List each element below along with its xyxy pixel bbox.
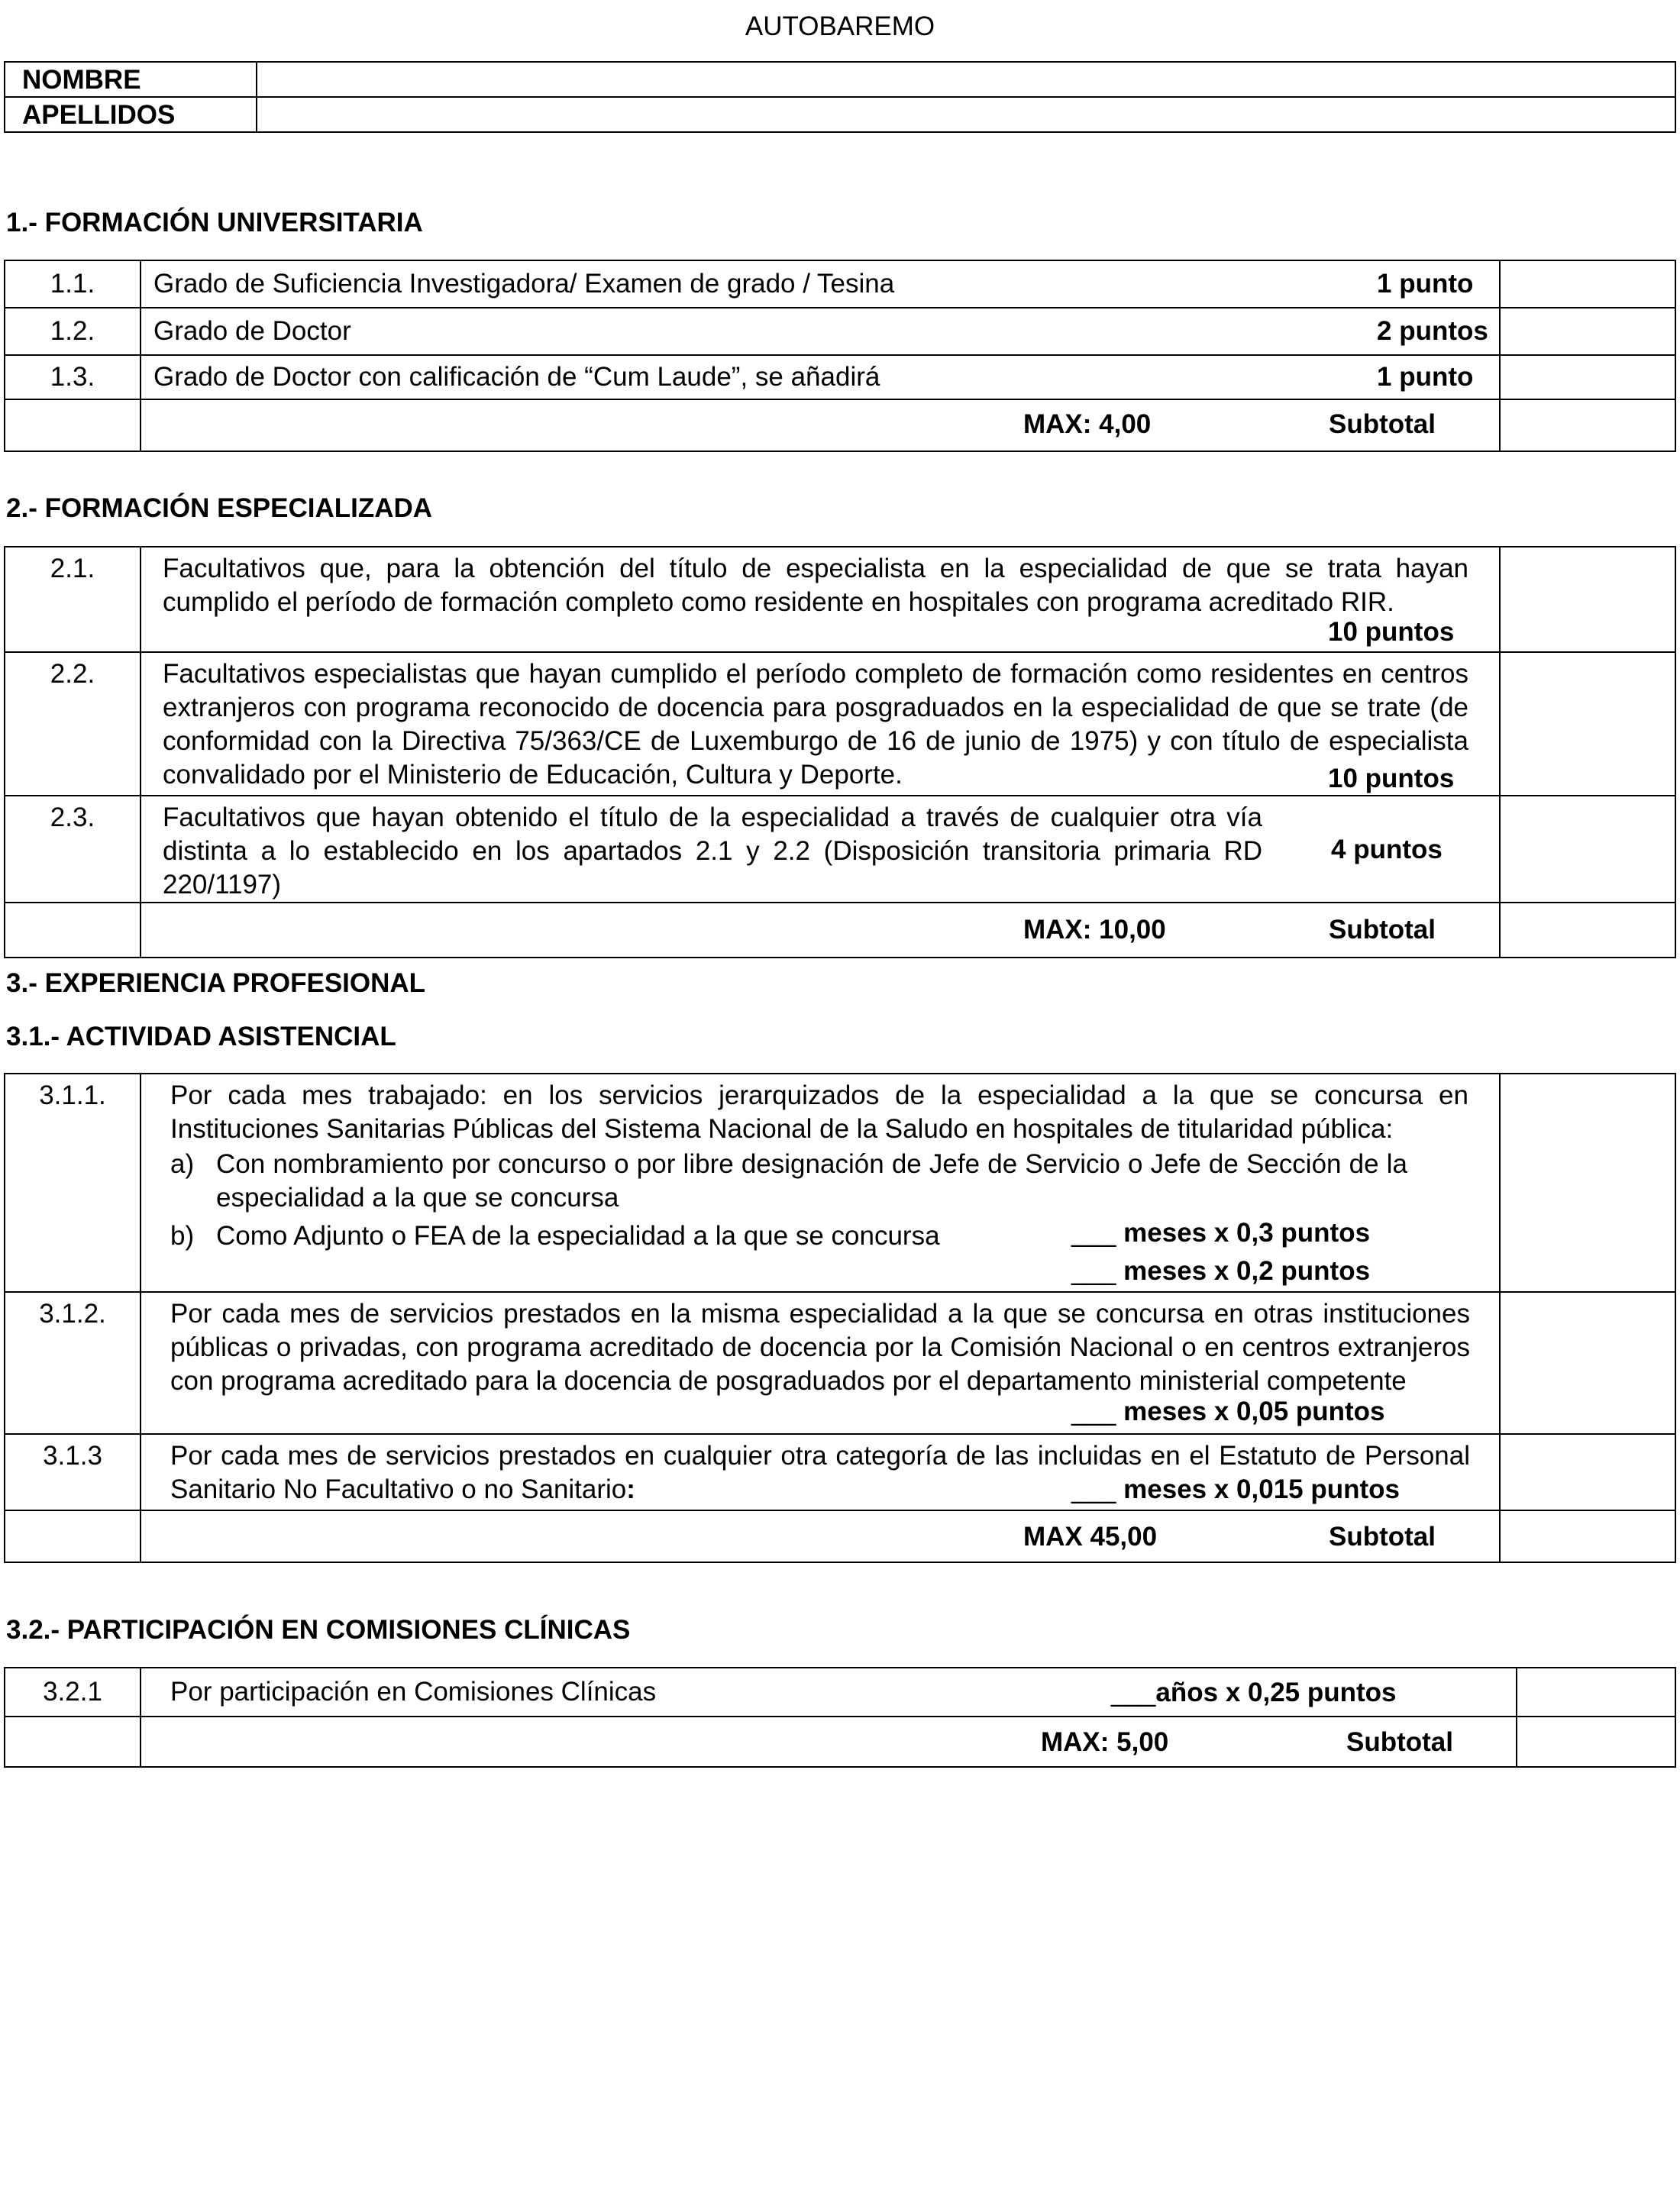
score-cell[interactable] [1500,355,1675,399]
row-text: Por cada mes de servicios prestados en la misma especialidad a la que se concursa en otras instituciones públicas o privadas, con programa acreditado de docencia por la Comisión Nacional o en centros extranjeros con programa acreditado para la docencia de posgraduados por el departamento ministerial competente ___ meses x 0,05 puntos [141,1292,1500,1434]
score-cell[interactable] [1500,796,1675,903]
section-2-table [4,546,1676,958]
page-title: AUTOBAREMO [745,11,935,41]
row-text: Por cada mes de servicios prestados en cualquier otra categoría de las incluidas en el Estatuto de Personal Sanitario No Facultativo o no Sanitario: ___ meses x 0,015 puntos [141,1434,1500,1510]
nombre-label: NOMBRE [5,62,257,97]
score-cell[interactable] [1517,1668,1675,1717]
table-row [5,1074,1675,1292]
max-label: MAX: 5,00 [1041,1727,1169,1757]
subtotal-row [5,399,1675,451]
row-number: 1.1. [5,260,141,308]
subtotal-cell[interactable] [1500,903,1675,958]
row-text: Facultativos especialistas que hayan cumplido el período completo de formación como residentes en centros extranjeros con programa reconocido de docencia para posgraduados en la especialidad de que se trate (de conformidad con la Directiva 75/363/CE de Luxemburgo de 16 de junio de 1975) y con título de especialista convalidado por el Ministerio de Educación, Cultura y Deporte. 10 puntos [141,652,1500,796]
apellidos-field[interactable] [257,97,1675,132]
row-text: Por participación en Comisiones Clínicas ___años x 0,25 puntos [141,1668,1517,1717]
table-row [5,260,1675,308]
row-number: 2.3. [5,796,141,903]
score-cell[interactable] [1500,1434,1675,1510]
subtotal-cell[interactable] [1517,1717,1675,1767]
row-text: Por cada mes trabajado: en los servicios jerarquizados de la especialidad a la que se concursa en Instituciones Sanitarias Públicas del Sistema Nacional de la Saludo en hospitales de titularidad pública: a) Con nombramiento por concurso o por libre designación de Jefe de Servicio o Jefe de Sección de la especialidad a la que se concursa ___ meses x 0,3 puntos b) Como Adjunto o FEA de la especialidad a la que se concursa ___ meses x 0,2 puntos [141,1074,1500,1292]
row-text: Facultativos que, para la obtención del título de especialista en la especialidad de que se trata hayan cumplido el período de formación completo como residente en hospitales con programa acreditado RIR. 10 puntos [141,547,1500,652]
subtotal-row [5,1717,1675,1767]
subtotal-cell[interactable] [1500,1510,1675,1562]
section-3-2-heading: 3.2.- PARTICIPACIÓN EN COMISIONES CLÍNICAS [6,1615,631,1645]
subtotal-label: Subtotal [1329,409,1436,439]
row-text: Grado de Doctor 2 puntos [141,308,1500,355]
section-2-heading: 2.- FORMACIÓN ESPECIALIZADA [6,493,433,523]
row-number: 2.2. [5,652,141,796]
row-text: Facultativos que hayan obtenido el título de la especialidad a través de cualquier otra vía distinta a lo establecido en los apartados 2.1 y 2.2 (Disposición transitoria primaria RD 220/1197) 4 puntos [141,796,1500,903]
table-row [5,1434,1675,1510]
section-3-2-table [4,1667,1676,1768]
row-number: 3.2.1 [5,1668,141,1717]
max-label: MAX: 4,00 [1023,409,1152,439]
row-text: Grado de Doctor con calificación de “Cum Laude”, se añadirá 1 punto [141,355,1500,399]
max-label: MAX 45,00 [1023,1522,1158,1552]
nombre-field[interactable] [257,62,1675,97]
table-row [5,308,1675,355]
section-3-1-heading: 3.1.- ACTIVIDAD ASISTENCIAL [6,1022,396,1051]
row-number: 3.1.1. [5,1074,141,1292]
max-label: MAX: 10,00 [1023,915,1166,945]
section-3-1-table [4,1073,1676,1563]
apellidos-label: APELLIDOS [5,97,257,132]
section-3-heading: 3.- EXPERIENCIA PROFESIONAL [6,968,426,998]
table-row [5,796,1675,903]
row-text: Grado de Suficiencia Investigadora/ Examen de grado / Tesina 1 punto [141,260,1500,308]
score-cell[interactable] [1500,1292,1675,1434]
section-1-table [4,260,1676,452]
table-row [5,547,1675,652]
table-row [5,652,1675,796]
row-number: 3.1.3 [5,1434,141,1510]
table-row [5,1292,1675,1434]
row-number: 1.3. [5,355,141,399]
score-cell[interactable] [1500,260,1675,308]
table-row [5,355,1675,399]
subtotal-row [5,1510,1675,1562]
personal-data-table [4,61,1676,133]
score-cell[interactable] [1500,652,1675,796]
score-cell[interactable] [1500,547,1675,652]
subtotal-cell[interactable] [1500,399,1675,451]
row-number: 2.1. [5,547,141,652]
subtotal-label: Subtotal [1329,915,1436,945]
subtotal-label: Subtotal [1329,1522,1436,1552]
table-row [5,1668,1675,1717]
subtotal-label: Subtotal [1346,1727,1453,1757]
row-number: 1.2. [5,308,141,355]
row-number: 3.1.2. [5,1292,141,1434]
subtotal-row [5,903,1675,958]
score-cell[interactable] [1500,308,1675,355]
score-cell[interactable] [1500,1074,1675,1292]
section-1-heading: 1.- FORMACIÓN UNIVERSITARIA [6,208,423,237]
